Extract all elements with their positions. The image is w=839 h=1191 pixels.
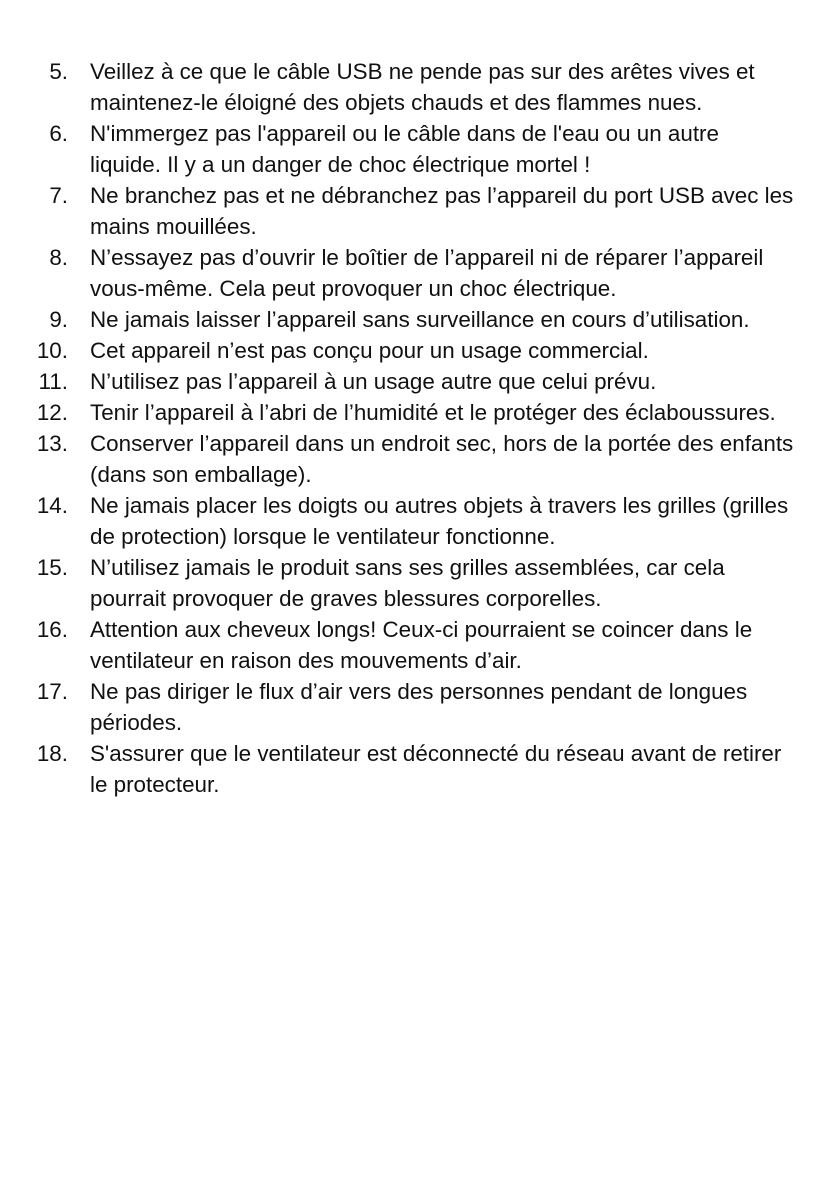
- item-number: 11.: [38, 369, 68, 394]
- item-text: Ne jamais laisser l’appareil sans surveillance en cours d’utilisation.: [90, 307, 750, 332]
- item-text: Veillez à ce que le câble USB ne pende pas sur des arêtes vives et maintenez-le éloigné des objets chauds et des flammes nues.: [90, 59, 755, 115]
- item-text: Conserver l’appareil dans un endroit sec, hors de la portée des enfants (dans son emballage).: [90, 431, 794, 487]
- list-item: [34, 614, 794, 676]
- item-number: 8.: [49, 245, 68, 270]
- list-item: [34, 738, 794, 800]
- list-item: [34, 428, 794, 490]
- list-item: [34, 180, 794, 242]
- item-text: Ne jamais placer les doigts ou autres objets à travers les grilles (grilles de protection) lorsque le ventilateur fonctionne.: [90, 493, 789, 549]
- list-item: [34, 335, 794, 366]
- safety-instructions-list: [34, 56, 794, 800]
- list-item: [34, 676, 794, 738]
- item-text: N'immergez pas l'appareil ou le câble dans de l'eau ou un autre liquide. Il y a un danger de choc électrique mortel !: [90, 121, 719, 177]
- item-text: N’essayez pas d’ouvrir le boîtier de l’appareil ni de réparer l’appareil vous-même. Cela peut provoquer un choc électrique.: [90, 245, 764, 301]
- list-item: [34, 242, 794, 304]
- list-item: [34, 552, 794, 614]
- item-number: 6.: [49, 121, 68, 146]
- item-number: 9.: [49, 307, 68, 332]
- item-number: 5.: [49, 59, 68, 84]
- list-item: [34, 366, 794, 397]
- item-number: 18.: [36, 741, 68, 766]
- item-text: Ne pas diriger le flux d’air vers des personnes pendant de longues périodes.: [90, 679, 748, 735]
- item-text: Attention aux cheveux longs! Ceux-ci pourraient se coincer dans le ventilateur en raison des mouvements d’air.: [90, 617, 753, 673]
- item-text: S'assurer que le ventilateur est déconnecté du réseau avant de retirer le protecteur.: [90, 741, 782, 797]
- item-text: N’utilisez pas l’appareil à un usage autre que celui prévu.: [90, 369, 657, 394]
- item-number: 17.: [36, 679, 68, 704]
- item-number: 15.: [36, 555, 68, 580]
- list-item: [34, 490, 794, 552]
- list-item: [34, 56, 794, 118]
- item-number: 13.: [36, 431, 68, 456]
- item-number: 7.: [49, 183, 68, 208]
- list-item: [34, 397, 794, 428]
- item-text: N’utilisez jamais le produit sans ses grilles assemblées, car cela pourrait provoquer de graves blessures corporelles.: [90, 555, 725, 611]
- item-number: 14.: [36, 493, 68, 518]
- item-text: Ne branchez pas et ne débranchez pas l’appareil du port USB avec les mains mouillées.: [90, 183, 794, 239]
- item-text: Tenir l’appareil à l’abri de l’humidité et le protéger des éclaboussures.: [90, 400, 776, 425]
- item-number: 12.: [36, 400, 68, 425]
- list-item: [34, 118, 794, 180]
- list-item: [34, 304, 794, 335]
- item-number: 16.: [36, 617, 68, 642]
- item-text: Cet appareil n’est pas conçu pour un usage commercial.: [90, 338, 649, 363]
- item-number: 10.: [36, 338, 68, 363]
